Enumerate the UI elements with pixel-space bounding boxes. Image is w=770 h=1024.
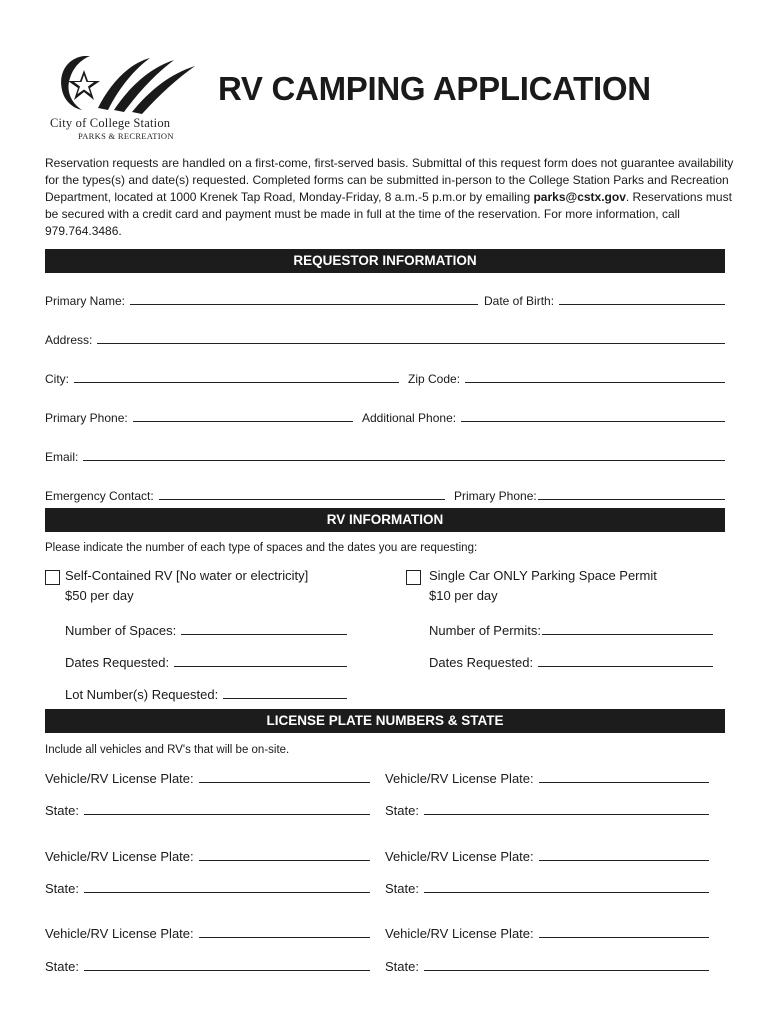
emergency-phone-line[interactable] [538, 499, 725, 500]
self-contained-rv-checkbox[interactable] [45, 570, 60, 585]
additional-phone-field[interactable] [362, 407, 725, 425]
emergency-phone-field[interactable] [454, 485, 725, 503]
lot-number-field[interactable] [65, 684, 347, 702]
license-plate-label: Vehicle/RV License Plate: [45, 926, 194, 941]
additional-phone-label: Additional Phone: [362, 411, 457, 425]
city-logo [50, 50, 210, 150]
page-title: RV CAMPING APPLICATION [218, 70, 651, 107]
email-label: Email: [45, 450, 79, 464]
license-plate-line[interactable] [539, 860, 709, 861]
emergency-contact-line[interactable] [159, 499, 445, 500]
single-car-permit-option [429, 566, 657, 606]
state-label: State: [385, 803, 419, 818]
lot-number-line[interactable] [223, 698, 347, 699]
state-line[interactable] [84, 892, 370, 893]
primary-name-line[interactable] [130, 304, 478, 305]
state-field-6[interactable] [385, 956, 709, 974]
state-label: State: [385, 881, 419, 896]
state-label: State: [45, 959, 79, 974]
license-plate-field-5[interactable] [45, 923, 370, 941]
primary-name-label: Primary Name: [45, 294, 126, 308]
state-line[interactable] [424, 814, 709, 815]
state-field-1[interactable] [45, 800, 370, 818]
rv-instructions: Please indicate the number of each type of spaces and the dates you are requesting: [45, 542, 478, 554]
logo-city-text: City of College Station [50, 116, 171, 130]
state-label: State: [45, 881, 79, 896]
email-line[interactable] [83, 460, 725, 461]
rv-dates-requested-line[interactable] [174, 666, 347, 667]
emergency-contact-label: Emergency Contact: [45, 489, 154, 503]
self-contained-rv-title: Self-Contained RV [No water or electricity] [65, 568, 309, 583]
license-plate-line[interactable] [199, 860, 370, 861]
lot-number-label: Lot Number(s) Requested: [65, 687, 219, 702]
license-plate-label: Vehicle/RV License Plate: [45, 771, 194, 786]
single-car-permit-price: $10 per day [429, 588, 498, 603]
state-field-2[interactable] [385, 800, 709, 818]
state-line[interactable] [424, 970, 709, 971]
intro-text-before: Reservation requests are handled on a first-come, first-served basis. Submittal of this request form does not guarantee availability for the types(s) and date(s) requested. Completed forms can be submitted in-person to the College Station Parks and Recreation Department, located at 1000 Krenek Tap Road, Monday-Friday, 8 a.m.-5 p.m.or by emailing [45, 156, 734, 204]
number-of-permits-field[interactable] [429, 620, 713, 638]
single-car-permit-title: Single Car ONLY Parking Space Permit [429, 568, 657, 583]
primary-phone-label: Primary Phone: [45, 411, 128, 425]
permit-dates-requested-field[interactable] [429, 652, 713, 670]
license-plate-field-2[interactable] [385, 768, 709, 786]
rv-section-header: RV INFORMATION [45, 508, 725, 532]
requestor-section-header: REQUESTOR INFORMATION [45, 249, 725, 273]
state-line[interactable] [84, 814, 370, 815]
additional-phone-line[interactable] [461, 421, 725, 422]
license-plate-field-1[interactable] [45, 768, 370, 786]
dob-line[interactable] [559, 304, 725, 305]
license-plate-line[interactable] [199, 937, 370, 938]
city-field[interactable] [45, 368, 399, 386]
primary-phone-line[interactable] [133, 421, 353, 422]
license-plates-instructions: Include all vehicles and RV's that will be on-site. [45, 744, 290, 756]
logo-parks-text: PARKS & RECREATION [78, 131, 174, 141]
license-plate-line[interactable] [199, 782, 370, 783]
dob-label: Date of Birth: [484, 294, 555, 308]
number-of-permits-label: Number of Permits: [429, 623, 541, 638]
self-contained-rv-price: $50 per day [65, 588, 134, 603]
permit-dates-requested-label: Dates Requested: [429, 655, 534, 670]
address-line[interactable] [97, 343, 725, 344]
number-of-spaces-field[interactable] [65, 620, 347, 638]
emergency-contact-field[interactable] [45, 485, 445, 503]
address-field[interactable] [45, 329, 725, 347]
rv-dates-requested-label: Dates Requested: [65, 655, 170, 670]
license-plate-line[interactable] [539, 937, 709, 938]
license-plate-line[interactable] [539, 782, 709, 783]
primary-phone-field[interactable] [45, 407, 353, 425]
license-plate-label: Vehicle/RV License Plate: [385, 771, 534, 786]
address-label: Address: [45, 333, 93, 347]
emergency-phone-label: Primary Phone: [454, 489, 537, 503]
state-line[interactable] [84, 970, 370, 971]
license-plate-field-4[interactable] [385, 846, 709, 864]
number-of-spaces-label: Number of Spaces: [65, 623, 177, 638]
intro-paragraph [45, 155, 735, 240]
number-of-permits-line[interactable] [542, 634, 713, 635]
state-field-3[interactable] [45, 878, 370, 896]
zip-code-line[interactable] [465, 382, 725, 383]
license-plates-section-header: LICENSE PLATE NUMBERS & STATE [45, 709, 725, 733]
state-field-5[interactable] [45, 956, 370, 974]
state-line[interactable] [424, 892, 709, 893]
license-plate-label: Vehicle/RV License Plate: [45, 849, 194, 864]
city-line[interactable] [74, 382, 399, 383]
state-label: State: [385, 959, 419, 974]
license-plate-field-6[interactable] [385, 923, 709, 941]
license-plate-label: Vehicle/RV License Plate: [385, 849, 534, 864]
email-field[interactable] [45, 446, 725, 464]
state-label: State: [45, 803, 79, 818]
date-of-birth-field[interactable] [484, 290, 725, 308]
intro-text-after: . Reservations must be secured with a credit card and payment must be made in full at the time of the reservation. For more information, call 979.764.3486. [45, 190, 732, 238]
license-plate-field-3[interactable] [45, 846, 370, 864]
single-car-permit-checkbox[interactable] [406, 570, 421, 585]
zip-code-field[interactable] [408, 368, 725, 386]
city-label: City: [45, 372, 69, 386]
permit-dates-requested-line[interactable] [538, 666, 713, 667]
state-field-4[interactable] [385, 878, 709, 896]
self-contained-rv-option [65, 566, 308, 606]
license-plate-label: Vehicle/RV License Plate: [385, 926, 534, 941]
rv-dates-requested-field[interactable] [65, 652, 347, 670]
star-swoosh-icon [50, 50, 200, 116]
number-of-spaces-line[interactable] [181, 634, 347, 635]
contact-email-link[interactable]: parks@cstx.gov [533, 190, 626, 204]
primary-name-field[interactable] [45, 290, 478, 308]
zip-code-label: Zip Code: [408, 372, 461, 386]
